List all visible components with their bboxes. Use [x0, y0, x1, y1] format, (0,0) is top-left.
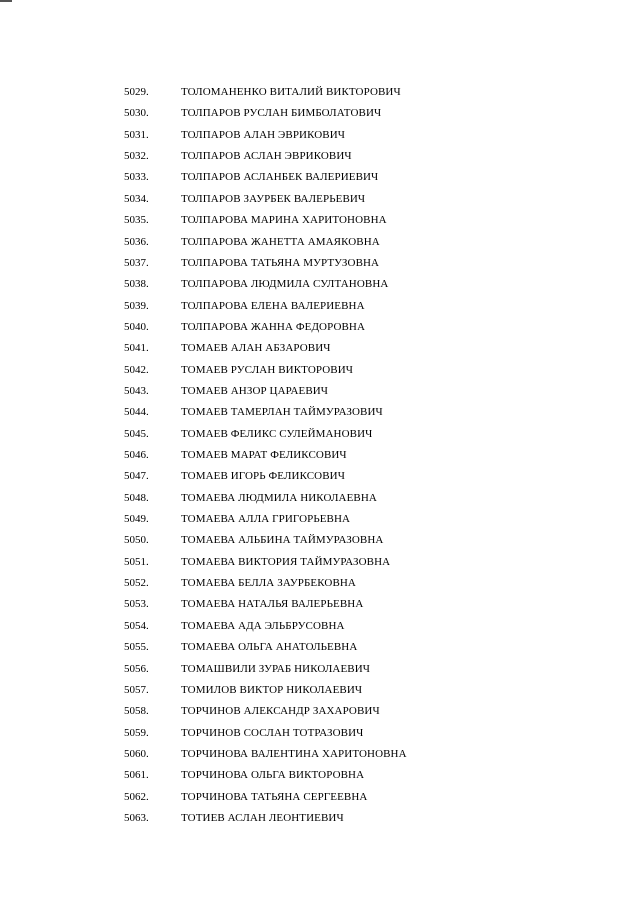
- entry-number: 5038.: [124, 278, 149, 291]
- list-item: [0, 84, 640, 100]
- entry-number: 5054.: [124, 619, 149, 632]
- entry-number: 5034.: [124, 192, 149, 205]
- list-item: [0, 767, 640, 783]
- entry-number: 5037.: [124, 256, 149, 269]
- entry-name: ТОРЧИНОВА ОЛЬГА ВИКТОРОВНА: [181, 769, 365, 782]
- entry-name: ТОЛПАРОВА ЖАНЕТТА АМАЯКОВНА: [181, 235, 380, 248]
- entry-name: ТОМАЕВ АНЗОР ЦАРАЕВИЧ: [181, 384, 329, 397]
- entry-name: ТОЛПАРОВ АСЛАНБЕК ВАЛЕРИЕВИЧ: [181, 171, 379, 184]
- entry-number: 5030.: [124, 107, 149, 120]
- list-item: [0, 191, 640, 207]
- entry-number: 5040.: [124, 320, 149, 333]
- entry-name: ТОМАЕВ ИГОРЬ ФЕЛИКСОВИЧ: [181, 470, 345, 483]
- entry-name: ТОРЧИНОВ АЛЕКСАНДР ЗАХАРОВИЧ: [181, 705, 380, 718]
- entry-name: ТОМАЕВА НАТАЛЬЯ ВАЛЕРЬЕВНА: [181, 598, 364, 611]
- entry-number: 5046.: [124, 449, 149, 461]
- list-item: [0, 703, 640, 719]
- list-item: [0, 383, 640, 399]
- entry-name: ТОМИЛОВ ВИКТОР НИКОЛАЕВИЧ: [181, 683, 363, 696]
- entry-number: 5036.: [124, 235, 149, 248]
- list-item: [0, 725, 640, 741]
- entry-number: 5049.: [124, 513, 149, 525]
- entry-number: 5053.: [124, 598, 149, 611]
- entry-name: ТОТИЕВ АСЛАН ЛЕОНТИЕВИЧ: [181, 811, 344, 824]
- entry-number: 5056.: [124, 662, 149, 675]
- entry-name: ТОЛПАРОВ РУСЛАН БИМБОЛАТОВИЧ: [181, 107, 382, 120]
- entry-name: ТОМАЕВ МАРАТ ФЕЛИКСОВИЧ: [181, 449, 347, 461]
- entry-number: 5058.: [124, 705, 149, 718]
- list-item: [0, 276, 640, 292]
- entry-name: ТОМАЕВА АДА ЭЛЬБРУСОВНА: [181, 619, 345, 632]
- entry-name: ТОЛПАРОВ АСЛАН ЭВРИКОВИЧ: [181, 150, 352, 163]
- list-item: [0, 596, 640, 612]
- entry-name: ТОМАШВИЛИ ЗУРАБ НИКОЛАЕВИЧ: [181, 662, 371, 675]
- entry-name: ТОЛПАРОВА ЛЮДМИЛА СУЛТАНОВНА: [181, 278, 389, 291]
- list-item: [0, 532, 640, 548]
- entry-number: 5035.: [124, 214, 149, 227]
- entry-name: ТОЛПАРОВА ЕЛЕНА ВАЛЕРИЕВНА: [181, 299, 365, 312]
- list-item: [0, 575, 640, 591]
- entry-name: ТОМАЕВА ЛЮДМИЛА НИКОЛАЕВНА: [181, 491, 377, 504]
- entry-name: ТОРЧИНОВ СОСЛАН ТОТРАЗОВИЧ: [181, 726, 364, 739]
- entry-number: 5041.: [124, 342, 149, 355]
- entry-number: 5032.: [124, 150, 149, 163]
- entry-name: ТОМАЕВА ВИКТОРИЯ ТАЙМУРАЗОВНА: [181, 555, 391, 568]
- list-item: [0, 148, 640, 164]
- entry-name: ТОЛПАРОВА ТАТЬЯНА МУРТУЗОВНА: [181, 256, 380, 269]
- list-item: [0, 319, 640, 335]
- entry-name: ТОЛПАРОВ ЗАУРБЕК ВАЛЕРЬЕВИЧ: [181, 192, 366, 205]
- list-item: [0, 127, 640, 143]
- entry-name: ТОМАЕВ ФЕЛИКС СУЛЕЙМАНОВИЧ: [181, 427, 373, 440]
- entry-name: ТОРЧИНОВА ТАТЬЯНА СЕРГЕЕВНА: [181, 790, 368, 803]
- entry-name: ТОЛПАРОВ АЛАН ЭВРИКОВИЧ: [181, 128, 346, 141]
- list-item: [0, 255, 640, 271]
- list-item: [0, 298, 640, 314]
- list-item: [0, 661, 640, 677]
- list-item: [0, 554, 640, 570]
- list-item: [0, 490, 640, 506]
- entry-number: 5052.: [124, 577, 149, 589]
- entry-number: 5055.: [124, 641, 149, 654]
- list-item: [0, 105, 640, 121]
- entry-name: ТОЛПАРОВА МАРИНА ХАРИТОНОВНА: [181, 214, 387, 227]
- entry-number: 5060.: [124, 747, 149, 760]
- list-item: [0, 340, 640, 356]
- entry-number: 5039.: [124, 299, 149, 312]
- entry-name: ТОРЧИНОВА ВАЛЕНТИНА ХАРИТОНОВНА: [181, 747, 407, 760]
- entry-number: 5057.: [124, 683, 149, 696]
- list-item: [0, 404, 640, 420]
- entry-name: ТОМАЕВА АЛЬБИНА ТАЙМУРАЗОВНА: [181, 534, 384, 547]
- list-item: [0, 639, 640, 655]
- list-item: [0, 682, 640, 698]
- list-item: [0, 789, 640, 805]
- entry-number: 5051.: [124, 555, 149, 568]
- list-item: [0, 810, 640, 826]
- entry-number: 5043.: [124, 384, 149, 397]
- entry-name: ТОМАЕВ ТАМЕРЛАН ТАЙМУРАЗОВИЧ: [181, 406, 383, 419]
- entry-name: ТОЛПАРОВА ЖАННА ФЕДОРОВНА: [181, 320, 366, 333]
- list-item: [0, 362, 640, 378]
- entry-name: ТОМАЕВ РУСЛАН ВИКТОРОВИЧ: [181, 363, 354, 376]
- entry-number: 5033.: [124, 171, 149, 184]
- entry-number: 5042.: [124, 363, 149, 376]
- entry-number: 5045.: [124, 427, 149, 440]
- entry-number: 5062.: [124, 790, 149, 803]
- list-item: [0, 746, 640, 762]
- entry-number: 5059.: [124, 726, 149, 739]
- entry-number: 5050.: [124, 534, 149, 547]
- entry-number: 5029.: [124, 86, 149, 98]
- entry-number: 5031.: [124, 128, 149, 141]
- scan-corner-mark: [0, 0, 12, 2]
- list-item: [0, 618, 640, 634]
- list-item: [0, 212, 640, 228]
- entry-name: ТОМАЕВА БЕЛЛА ЗАУРБЕКОВНА: [181, 577, 356, 589]
- list-item: [0, 447, 640, 463]
- entry-number: 5044.: [124, 406, 149, 419]
- entry-number: 5061.: [124, 769, 149, 782]
- list-item: [0, 511, 640, 527]
- entry-name: ТОЛОМАНЕНКО ВИТАЛИЙ ВИКТОРОВИЧ: [181, 86, 401, 98]
- entry-number: 5048.: [124, 491, 149, 504]
- entry-name: ТОМАЕВА ОЛЬГА АНАТОЛЬЕВНА: [181, 641, 358, 654]
- list-item: [0, 234, 640, 250]
- list-item: [0, 468, 640, 484]
- list-item: [0, 169, 640, 185]
- entry-name: ТОМАЕВ АЛАН АБЗАРОВИЧ: [181, 342, 331, 355]
- entry-number: 5063.: [124, 811, 149, 824]
- entry-name: ТОМАЕВА АЛЛА ГРИГОРЬЕВНА: [181, 513, 351, 525]
- entry-number: 5047.: [124, 470, 149, 483]
- list-item: [0, 426, 640, 442]
